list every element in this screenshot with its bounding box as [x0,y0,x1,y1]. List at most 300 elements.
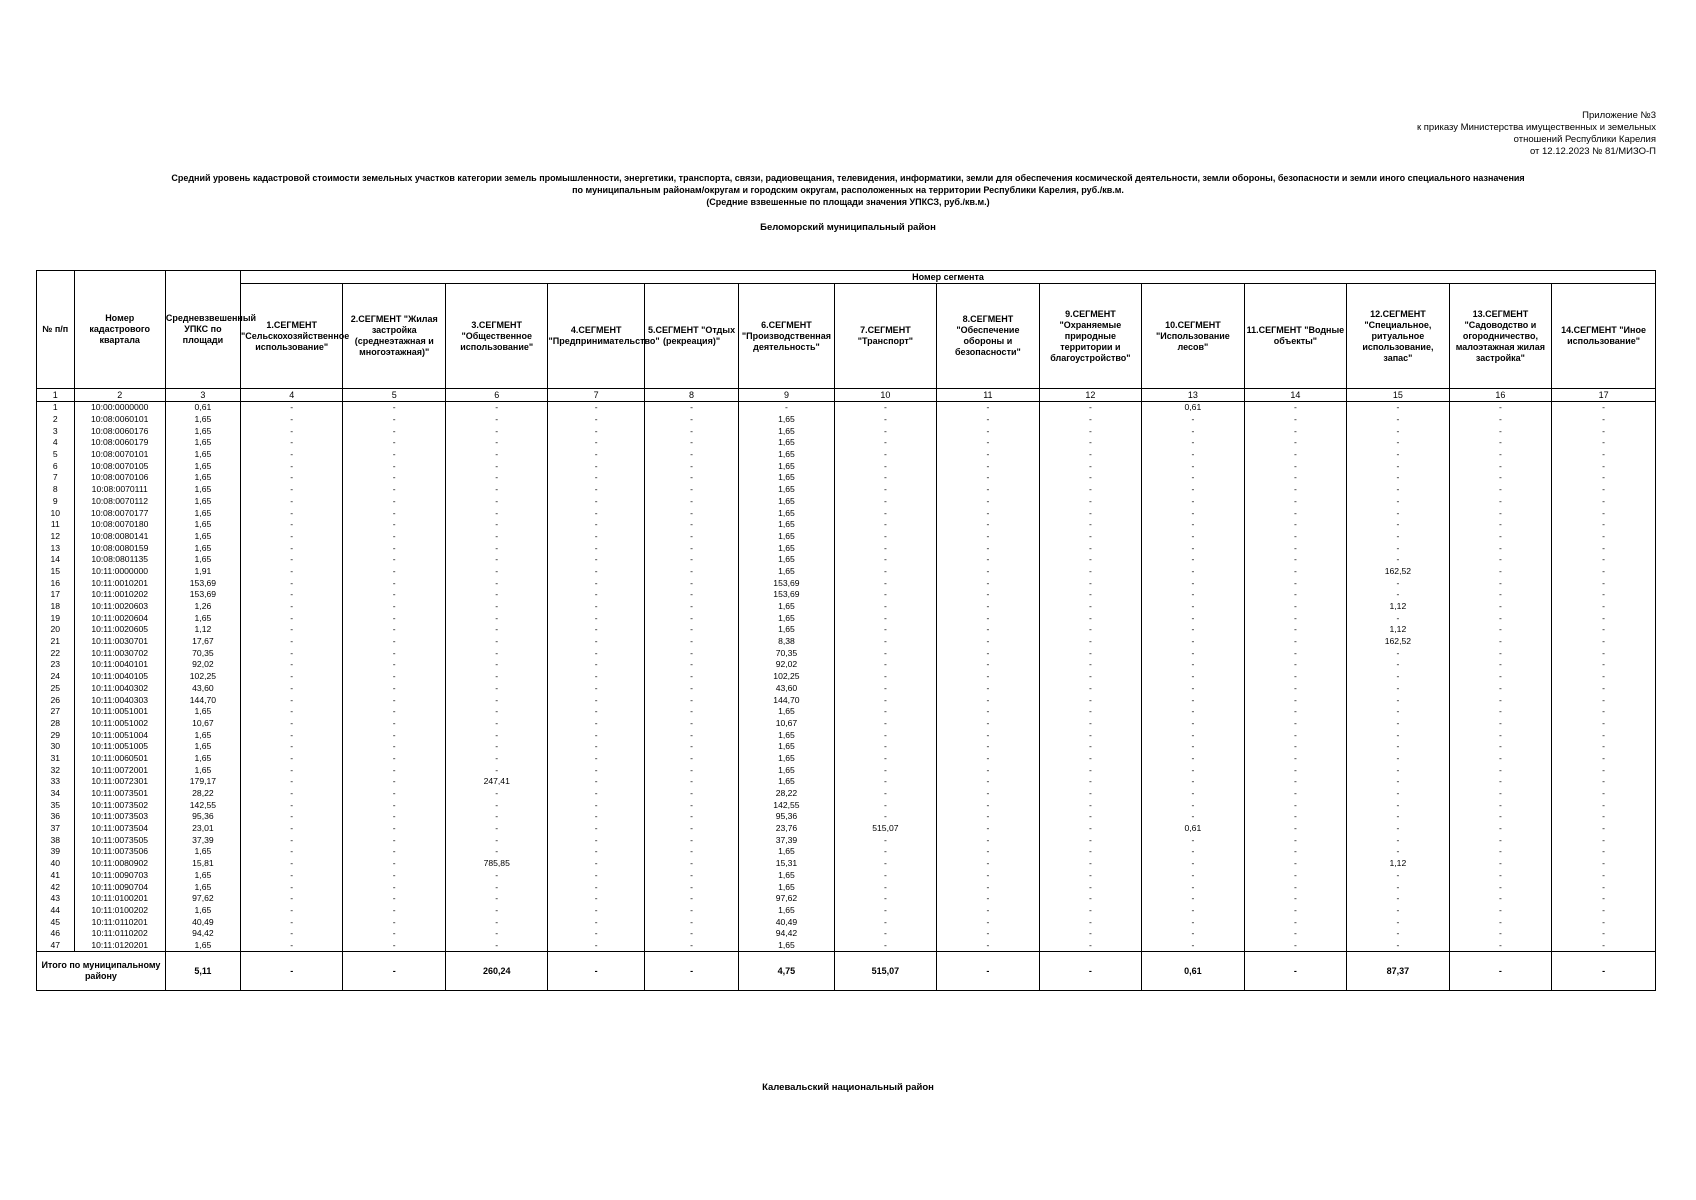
table-cell: 10:08:0070106 [74,472,165,484]
table-row [37,811,1656,823]
table-cell: - [1244,496,1347,508]
table-cell: - [937,414,1040,426]
table-cell: - [1552,659,1656,671]
table-cell: - [1039,647,1142,659]
table-cell: - [445,928,548,940]
table-cell: - [445,542,548,554]
table-cell: - [644,647,738,659]
table-cell: - [937,601,1040,613]
table-cell: 6 [37,460,75,472]
table-cell: 12 [37,531,75,543]
table-cell: - [240,659,343,671]
table-cell: - [834,834,937,846]
table-cell: - [937,636,1040,648]
table-cell: - [240,449,343,461]
table-cell: 1,12 [165,624,240,636]
table-cell: - [1552,425,1656,437]
table-cell: 40 [37,858,75,870]
table-row [37,507,1656,519]
table-cell: - [1142,542,1245,554]
table-cell: 4 [37,437,75,449]
table-cell: - [834,531,937,543]
table-cell: - [1039,788,1142,800]
header-segment: 1.СЕГМЕНТ "Сельскохозяйственное использование" [240,284,343,389]
table-cell: - [644,729,738,741]
table-cell: - [937,905,1040,917]
table-cell: 32 [37,764,75,776]
table-cell: - [1244,753,1347,765]
table-cell: - [343,460,446,472]
total-cell: - [644,952,738,991]
table-cell: 10:11:0090703 [74,870,165,882]
table-cell: - [1244,788,1347,800]
table-cell: - [1142,496,1245,508]
table-cell: - [937,811,1040,823]
table-cell: - [1449,694,1552,706]
table-cell: 1,65 [739,881,834,893]
header-segment: 12.СЕГМЕНТ "Специальное, ритуальное использование, запас" [1347,284,1450,389]
table-cell: 70,35 [739,647,834,659]
table-cell: - [1552,741,1656,753]
table-cell: - [548,624,644,636]
table-cell: - [937,928,1040,940]
table-cell: 10:11:0051005 [74,741,165,753]
table-cell: - [445,484,548,496]
table-cell: - [1039,437,1142,449]
table-cell: - [548,414,644,426]
table-cell: - [1142,729,1245,741]
table-cell: - [1142,531,1245,543]
table-cell: - [1142,472,1245,484]
table-cell: - [1039,566,1142,578]
table-cell: - [548,402,644,414]
table-cell: - [1347,870,1450,882]
table-cell: - [445,893,548,905]
table-cell: - [1347,402,1450,414]
table-cell: - [240,834,343,846]
table-row [37,694,1656,706]
table-cell: - [644,823,738,835]
table-cell: 1,65 [739,554,834,566]
table-cell: - [937,706,1040,718]
table-cell: - [240,519,343,531]
table-cell: 10:11:0100201 [74,893,165,905]
table-cell: 1,65 [165,846,240,858]
table-cell: - [1552,776,1656,788]
table-cell: - [937,659,1040,671]
table-cell: 33 [37,776,75,788]
table-cell: - [1347,577,1450,589]
table-cell: - [1449,531,1552,543]
table-cell: - [240,589,343,601]
header-segment: 3.СЕГМЕНТ "Общественное использование" [445,284,548,389]
table-cell: - [1347,823,1450,835]
table-row [37,484,1656,496]
table-cell: - [1039,460,1142,472]
column-number: 13 [1142,389,1245,402]
table-cell: 1,65 [739,764,834,776]
table-cell: - [343,589,446,601]
table-row [37,729,1656,741]
table-cell: - [343,531,446,543]
total-cell: - [1449,952,1552,991]
table-cell: - [1347,531,1450,543]
table-cell: 23,76 [739,823,834,835]
table-cell: - [343,776,446,788]
table-cell: - [937,507,1040,519]
table-cell: - [644,624,738,636]
table-cell: - [343,472,446,484]
table-cell: - [445,636,548,648]
table-cell: 92,02 [739,659,834,671]
column-number: 8 [644,389,738,402]
table-cell: - [1142,706,1245,718]
table-cell: - [1039,671,1142,683]
table-cell: - [1244,449,1347,461]
table-cell: - [445,496,548,508]
table-cell: 17,67 [165,636,240,648]
table-cell: - [1039,870,1142,882]
table-cell: - [445,916,548,928]
table-cell: - [1552,484,1656,496]
table-cell: 9 [37,496,75,508]
table-cell: - [548,496,644,508]
table-cell: - [1449,706,1552,718]
table-cell: - [240,414,343,426]
table-row [37,647,1656,659]
table-cell: 1,65 [739,601,834,613]
table-cell: - [1039,425,1142,437]
table-cell: 153,69 [739,577,834,589]
table-cell: - [937,823,1040,835]
header-segment: 11.СЕГМЕНТ "Водные объекты" [1244,284,1347,389]
table-cell: - [1449,659,1552,671]
table-cell: 1,65 [165,881,240,893]
table-cell: 15,31 [739,858,834,870]
table-cell: - [343,741,446,753]
table-row [37,612,1656,624]
table-cell: - [1347,671,1450,683]
table-cell: - [343,554,446,566]
table-cell: - [644,519,738,531]
table-cell: - [343,601,446,613]
header-segment-group: Номер сегмента [240,271,1655,284]
table-cell: - [1449,449,1552,461]
table-cell: - [548,601,644,613]
table-cell: - [240,893,343,905]
table-cell: - [937,916,1040,928]
table-cell: - [240,542,343,554]
table-cell: - [1142,647,1245,659]
table-cell: - [445,624,548,636]
total-cell: 515,07 [834,952,937,991]
table-cell: - [1142,589,1245,601]
table-cell: - [937,881,1040,893]
table-cell: 97,62 [165,893,240,905]
table-cell: - [1244,507,1347,519]
table-cell: - [1244,577,1347,589]
table-cell: 37,39 [739,834,834,846]
table-cell: - [445,507,548,519]
table-cell: - [834,881,937,893]
table-cell: - [1039,449,1142,461]
table-cell: - [1244,811,1347,823]
table-cell: 46 [37,928,75,940]
table-cell: - [343,671,446,683]
table-cell: - [1552,577,1656,589]
table-cell: 10:11:0030702 [74,647,165,659]
table-cell: - [834,460,937,472]
table-cell: 1,65 [739,507,834,519]
table-cell: - [240,823,343,835]
table-cell: - [1142,425,1245,437]
table-cell: 1,65 [739,460,834,472]
table-cell: - [1552,718,1656,730]
table-cell: - [937,449,1040,461]
table-row [37,659,1656,671]
table-cell: - [548,928,644,940]
table-cell: - [1552,870,1656,882]
table-cell: - [548,683,644,695]
table-cell: - [548,846,644,858]
table-cell: - [834,484,937,496]
table-cell: - [1449,753,1552,765]
table-cell: - [1347,472,1450,484]
table-cell: - [834,799,937,811]
table-cell: - [1347,834,1450,846]
table-row [37,624,1656,636]
table-cell: - [644,577,738,589]
table-cell: 153,69 [739,589,834,601]
table-cell: - [1449,776,1552,788]
column-number: 3 [165,389,240,402]
table-cell: - [445,729,548,741]
table-cell: 1,65 [165,496,240,508]
table-cell: 10:11:0110201 [74,916,165,928]
table-cell: - [445,589,548,601]
title-line: по муниципальным районам/округам и городским округам, расположенных на территории Республики Карелия, руб./кв.м. [572,185,1124,195]
table-cell: - [834,893,937,905]
table-cell: - [1449,472,1552,484]
table-cell: - [1552,706,1656,718]
table-cell: - [937,694,1040,706]
total-cell: - [343,952,446,991]
table-cell: - [548,437,644,449]
table-cell: - [343,905,446,917]
table-cell: - [1347,811,1450,823]
table-cell: - [1347,694,1450,706]
table-cell: - [1244,916,1347,928]
table-cell: - [1039,612,1142,624]
table-cell: 10,67 [165,718,240,730]
table-cell: - [1244,659,1347,671]
table-cell: 10:11:0000000 [74,566,165,578]
table-cell: - [1142,916,1245,928]
table-cell: - [1039,729,1142,741]
table-cell: - [343,449,446,461]
table-cell: 1,65 [165,729,240,741]
column-number: 10 [834,389,937,402]
table-cell: - [240,566,343,578]
table-cell: 1,65 [739,940,834,952]
appendix-line: от 12.12.2023 № 81/МИЗО-П [1529,146,1656,157]
table-cell: - [644,402,738,414]
table-cell: - [1039,916,1142,928]
table-cell: - [1449,647,1552,659]
table-cell: - [1244,764,1347,776]
table-cell: - [1347,940,1450,952]
table-cell: 1,65 [739,519,834,531]
table-cell: - [445,612,548,624]
table-cell: 16 [37,577,75,589]
table-cell: - [1142,507,1245,519]
header-segment: 13.СЕГМЕНТ "Садоводство и огородничество, малоэтажная жилая застройка" [1449,284,1552,389]
table-cell: - [548,659,644,671]
table-cell: - [1244,683,1347,695]
table-cell: - [1142,636,1245,648]
table-cell: 11 [37,519,75,531]
table-cell: - [1449,858,1552,870]
table-cell: - [1552,834,1656,846]
table-cell: - [1039,881,1142,893]
table-cell: - [937,496,1040,508]
table-cell: - [1142,624,1245,636]
table-cell: - [343,858,446,870]
table-cell: 10:11:0060501 [74,753,165,765]
table-cell: 144,70 [165,694,240,706]
table-cell: - [1039,706,1142,718]
column-number: 7 [548,389,644,402]
table-cell: - [548,916,644,928]
table-cell: - [834,496,937,508]
table-cell: - [1244,542,1347,554]
table-cell: - [240,612,343,624]
table-cell: - [1142,881,1245,893]
table-cell: 10:11:0072001 [74,764,165,776]
table-cell: 102,25 [165,671,240,683]
table-cell: - [834,612,937,624]
table-cell: - [445,531,548,543]
table-cell: - [1552,799,1656,811]
table-cell: - [644,753,738,765]
table-cell: - [644,659,738,671]
table-cell: 1,65 [739,905,834,917]
table-cell: - [644,496,738,508]
table-cell: - [644,460,738,472]
table-cell: - [1347,425,1450,437]
table-cell: 1,65 [739,425,834,437]
table-cell: - [240,753,343,765]
table-cell: - [1449,589,1552,601]
table-cell: 1,65 [739,706,834,718]
table-cell: 10:08:0080159 [74,542,165,554]
table-cell: - [1244,858,1347,870]
table-row [37,414,1656,426]
table-cell: - [548,425,644,437]
table-cell: - [548,449,644,461]
table-cell: - [1142,799,1245,811]
table-cell: 2 [37,414,75,426]
table-cell: - [445,683,548,695]
district-heading: Калевальский национальный район [762,1082,934,1093]
header-segment: 2.СЕГМЕНТ "Жилая застройка (среднеэтажная и многоэтажная)" [343,284,446,389]
table-cell: - [548,472,644,484]
table-cell: - [343,425,446,437]
table-cell: - [644,507,738,519]
table-cell: - [343,577,446,589]
table-cell: 10:08:0060179 [74,437,165,449]
table-cell: - [1347,496,1450,508]
table-cell: 1,65 [739,612,834,624]
table-cell: - [644,683,738,695]
table-cell: - [937,870,1040,882]
table-cell: - [644,741,738,753]
table-cell: - [644,542,738,554]
table-cell: 1,65 [165,905,240,917]
table-cell: - [937,834,1040,846]
total-cell: 4,75 [739,952,834,991]
table-cell: - [834,624,937,636]
table-cell: - [1142,870,1245,882]
table-cell: - [1039,507,1142,519]
table-cell: - [937,764,1040,776]
table-cell: - [1449,460,1552,472]
table-cell: - [445,788,548,800]
table-cell: - [240,741,343,753]
column-number: 9 [739,389,834,402]
table-row [37,683,1656,695]
table-cell: - [644,531,738,543]
table-cell: - [1039,484,1142,496]
table-row [37,425,1656,437]
table-cell: 5 [37,449,75,461]
table-cell: - [1244,741,1347,753]
table-row [37,846,1656,858]
table-cell: 17 [37,589,75,601]
table-cell: - [445,554,548,566]
table-cell: - [1039,741,1142,753]
table-cell: - [343,916,446,928]
table-cell: - [1449,881,1552,893]
table-cell: - [1449,834,1552,846]
table-cell: - [1552,496,1656,508]
table-cell: - [937,519,1040,531]
table-cell: - [1449,729,1552,741]
table-cell: - [937,612,1040,624]
table-cell: 1,65 [739,729,834,741]
table-cell: 10:08:0070177 [74,507,165,519]
table-cell: - [1449,893,1552,905]
table-cell: 142,55 [165,799,240,811]
table-cell: - [937,472,1040,484]
table-cell: - [1142,834,1245,846]
table-cell: - [1244,893,1347,905]
total-cell: - [548,952,644,991]
table-cell: - [644,601,738,613]
table-cell: - [1552,729,1656,741]
table-cell: - [644,718,738,730]
table-cell: - [1449,823,1552,835]
table-cell: 1,12 [1347,858,1450,870]
table-cell: 10:11:0051002 [74,718,165,730]
table-cell: 1,65 [739,449,834,461]
table-cell: - [1449,636,1552,648]
table-cell: - [1039,414,1142,426]
table-cell: - [937,437,1040,449]
table-cell: - [240,496,343,508]
table-cell: - [644,788,738,800]
table-cell: - [240,776,343,788]
